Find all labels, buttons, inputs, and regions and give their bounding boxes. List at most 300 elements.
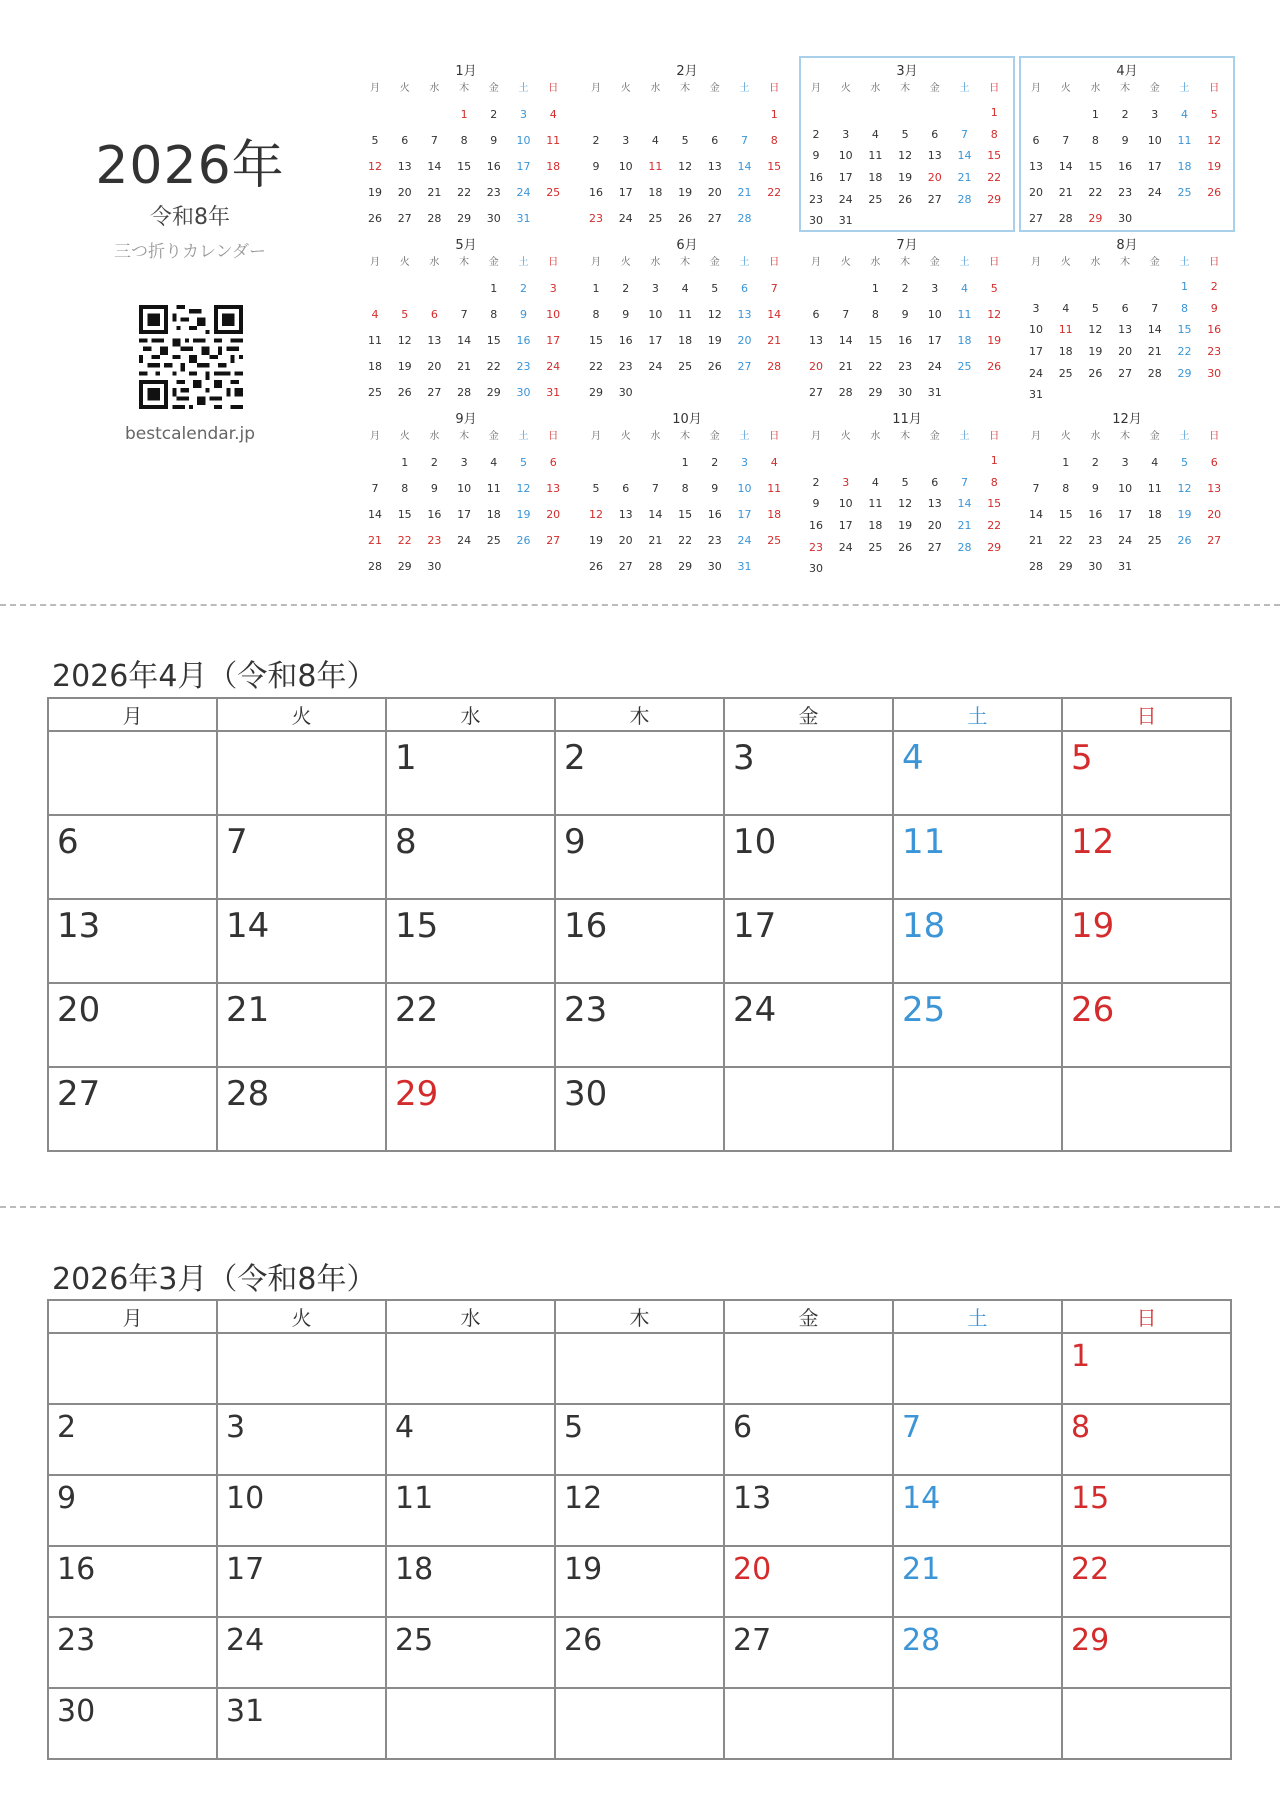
day-cell [555, 731, 724, 815]
day-cell [1062, 1475, 1231, 1546]
mini-month-title: 8月 [1116, 238, 1138, 253]
mini-day: 17 [516, 160, 531, 173]
mini-day: 16 [809, 518, 823, 532]
mini-day: 12 [678, 160, 693, 173]
day-cell [893, 1617, 1062, 1688]
week-row [48, 1546, 1231, 1617]
mini-day: 13 [1029, 160, 1043, 173]
mini-day: 12 [1088, 323, 1103, 337]
mini-day: 19 [589, 534, 603, 547]
day-number: 30 [564, 1074, 608, 1114]
mini-day: 25 [486, 534, 501, 547]
day-cell [555, 1475, 724, 1546]
day-cell [1062, 899, 1231, 983]
mini-day: 27 [1029, 212, 1043, 225]
mini-weekday: 水 [650, 83, 661, 94]
day-cell [217, 1475, 386, 1546]
mini-month-title: 6月 [676, 238, 698, 253]
mini-weekday: 日 [548, 257, 559, 268]
mini-weekday: 水 [650, 257, 661, 268]
mini-day: 7 [1151, 301, 1159, 315]
day-number: 9 [564, 822, 586, 862]
mini-day: 1 [990, 105, 998, 119]
mini-day: 14 [648, 508, 663, 521]
day-cell [893, 899, 1062, 983]
mini-day: 31 [1118, 560, 1133, 573]
mini-day: 25 [1147, 534, 1162, 547]
mini-day: 16 [618, 334, 633, 347]
weekday-header: 木 [555, 1300, 724, 1333]
mini-weekday: 火 [840, 257, 851, 268]
mini-day: 21 [838, 360, 853, 373]
mini-day: 15 [868, 334, 883, 347]
mini-day: 19 [1088, 344, 1103, 358]
mini-weekday: 木 [680, 431, 691, 442]
mini-day: 16 [427, 508, 442, 521]
day-number: 21 [226, 990, 270, 1030]
day-number: 2 [564, 738, 586, 778]
mini-weekday: 火 [399, 431, 410, 442]
mini-day: 2 [1210, 279, 1218, 293]
mini-day: 14 [1058, 160, 1073, 173]
mini-day: 18 [368, 360, 382, 373]
mini-day: 1 [490, 282, 498, 295]
mini-day: 4 [371, 308, 379, 321]
mini-day: 25 [868, 540, 883, 554]
day-number: 31 [226, 1694, 265, 1729]
mini-weekday: 水 [429, 83, 440, 94]
day-cell [555, 983, 724, 1067]
mini-day: 21 [1029, 534, 1043, 547]
day-cell [386, 1404, 555, 1475]
mini-day: 24 [457, 534, 472, 547]
day-cell [893, 1404, 1062, 1475]
mini-day: 31 [838, 214, 853, 228]
mini-day: 29 [1177, 366, 1192, 380]
mini-weekday: 日 [989, 83, 1000, 94]
mini-day: 22 [486, 360, 501, 373]
era-label: 令和8年 [150, 205, 230, 230]
mini-day: 1 [990, 453, 998, 467]
mini-day: 26 [707, 360, 722, 373]
mini-day: 27 [427, 386, 442, 399]
mini-day: 27 [1118, 366, 1133, 380]
mini-day: 18 [868, 518, 883, 532]
mini-day: 6 [931, 127, 939, 141]
mini-weekday: 金 [488, 431, 499, 442]
mini-weekday: 土 [739, 431, 750, 442]
mini-day: 15 [678, 508, 693, 521]
mini-day: 5 [711, 282, 719, 295]
mini-day: 28 [1147, 366, 1162, 380]
day-cell [217, 1546, 386, 1617]
day-number: 23 [57, 1623, 96, 1658]
mini-weekday: 金 [1149, 83, 1160, 94]
day-number: 10 [226, 1481, 265, 1516]
mini-weekday: 火 [840, 83, 851, 94]
mini-day: 15 [987, 497, 1002, 511]
mini-day: 23 [618, 360, 633, 373]
mini-month-7 [801, 232, 1013, 404]
week-row [48, 815, 1231, 899]
mini-day: 10 [1118, 482, 1133, 495]
mini-day: 14 [737, 160, 752, 173]
mini-day: 30 [809, 214, 823, 228]
mini-day: 29 [987, 192, 1002, 206]
mini-day: 14 [427, 160, 442, 173]
mini-day: 11 [368, 334, 382, 347]
mini-weekday: 月 [370, 257, 380, 268]
mini-day: 15 [987, 149, 1002, 163]
weekday-header: 日 [1062, 1300, 1231, 1333]
mini-month-title: 7月 [896, 238, 918, 253]
mini-day: 22 [1058, 534, 1073, 547]
march-calendar [47, 1299, 1232, 1760]
mini-month-5 [360, 232, 572, 404]
mini-day: 25 [546, 186, 561, 199]
mini-day: 15 [457, 160, 472, 173]
day-cell [1062, 1617, 1231, 1688]
mini-day: 21 [957, 170, 972, 184]
mini-day: 5 [681, 134, 689, 147]
mini-day: 28 [1029, 560, 1043, 573]
mini-day: 9 [812, 497, 820, 511]
mini-day: 30 [1118, 212, 1133, 225]
mini-day: 4 [961, 282, 968, 295]
mini-day: 7 [1032, 482, 1040, 495]
mini-day: 17 [648, 334, 663, 347]
mini-day: 2 [711, 456, 719, 469]
mini-day: 20 [1207, 508, 1222, 521]
day-cell [1062, 1688, 1231, 1759]
mini-day: 19 [898, 518, 913, 532]
mini-day: 23 [707, 534, 722, 547]
mini-day: 22 [868, 360, 883, 373]
day-cell [1062, 1067, 1231, 1151]
mini-day: 4 [770, 456, 778, 469]
mini-day: 7 [842, 308, 850, 321]
day-cell [724, 899, 893, 983]
day-number: 1 [395, 738, 417, 778]
mini-weekday: 土 [1179, 431, 1190, 442]
day-cell [48, 1333, 217, 1404]
day-number: 11 [395, 1481, 434, 1516]
day-cell [1062, 1333, 1231, 1404]
week-row [48, 1404, 1231, 1475]
mini-weekday: 月 [370, 83, 380, 94]
mini-weekday: 金 [1149, 431, 1160, 442]
mini-day: 15 [767, 160, 782, 173]
mini-day: 11 [868, 497, 883, 511]
year-title: 2026年 [95, 136, 285, 196]
website-link[interactable]: bestcalendar.jp [124, 424, 256, 444]
day-cell [724, 1067, 893, 1151]
mini-day: 14 [957, 497, 972, 511]
march-title: 2026年3月（令和8年） [52, 1262, 377, 1297]
mini-day: 10 [838, 149, 853, 163]
mini-weekday: 月 [1031, 431, 1041, 442]
mini-day: 25 [957, 360, 972, 373]
mini-day: 10 [838, 497, 853, 511]
mini-day: 26 [898, 192, 913, 206]
mini-day: 11 [678, 308, 693, 321]
mini-day: 2 [490, 108, 498, 121]
day-cell [893, 1475, 1062, 1546]
mini-day: 17 [618, 186, 633, 199]
mini-day: 20 [927, 518, 942, 532]
mini-day: 5 [401, 308, 409, 321]
mini-day: 3 [1151, 108, 1159, 121]
mini-day: 5 [1091, 301, 1099, 315]
mini-day: 3 [931, 282, 939, 295]
mini-day: 2 [901, 282, 909, 295]
mini-day: 2 [592, 134, 600, 147]
mini-day: 21 [1147, 344, 1162, 358]
mini-day: 3 [549, 282, 557, 295]
mini-day: 27 [737, 360, 752, 373]
mini-day: 2 [812, 127, 820, 141]
mini-day: 25 [767, 534, 782, 547]
day-number: 5 [564, 1410, 584, 1445]
mini-day: 16 [486, 160, 501, 173]
mini-day: 20 [618, 534, 633, 547]
mini-day: 29 [1058, 560, 1073, 573]
day-cell [555, 1333, 724, 1404]
calendar-subtitle: 三つ折りカレンダー [114, 242, 266, 262]
mini-day: 13 [809, 334, 823, 347]
mini-day: 3 [651, 282, 659, 295]
day-number: 11 [902, 822, 946, 862]
mini-day: 4 [1151, 456, 1159, 469]
mini-day: 22 [589, 360, 603, 373]
day-number: 26 [564, 1623, 603, 1658]
mini-month-4 [1021, 58, 1233, 230]
day-cell [724, 1475, 893, 1546]
mini-day: 6 [741, 282, 748, 295]
mini-weekday: 月 [811, 83, 821, 94]
mini-day: 3 [741, 456, 748, 469]
mini-day: 28 [427, 212, 442, 225]
mini-day: 9 [711, 482, 719, 495]
mini-weekday: 月 [370, 431, 380, 442]
mini-day: 28 [368, 560, 382, 573]
mini-month-title: 9月 [455, 412, 477, 427]
mini-day: 1 [1181, 279, 1188, 293]
mini-day: 20 [707, 186, 722, 199]
mini-weekday: 土 [739, 83, 750, 94]
mini-day: 1 [770, 108, 778, 121]
mini-day: 17 [838, 170, 853, 184]
mini-day: 12 [397, 334, 412, 347]
mini-day: 24 [1147, 186, 1162, 199]
mini-day: 10 [648, 308, 663, 321]
mini-month-title: 4月 [1116, 64, 1138, 79]
day-number: 18 [902, 906, 946, 946]
weekday-header: 水 [386, 698, 555, 731]
mini-day: 15 [1177, 323, 1192, 337]
mini-weekday: 土 [959, 431, 970, 442]
mini-weekday: 水 [870, 257, 881, 268]
mini-day: 26 [678, 212, 693, 225]
day-number: 4 [902, 738, 924, 778]
weekday-header: 月 [48, 698, 217, 731]
day-cell [724, 815, 893, 899]
mini-day: 19 [987, 334, 1002, 347]
weekday-header: 火 [217, 698, 386, 731]
day-number: 29 [1071, 1623, 1110, 1658]
mini-day: 13 [397, 160, 412, 173]
mini-day: 18 [546, 160, 561, 173]
week-row [48, 731, 1231, 815]
mini-day: 1 [1062, 456, 1070, 469]
mini-day: 10 [1147, 134, 1162, 147]
mini-day: 18 [678, 334, 693, 347]
mini-day: 13 [618, 508, 633, 521]
day-number: 20 [57, 990, 101, 1030]
mini-day: 22 [987, 518, 1002, 532]
mini-day: 29 [868, 386, 883, 399]
mini-weekday: 土 [739, 257, 750, 268]
mini-day: 24 [516, 186, 531, 199]
mini-day: 19 [898, 170, 913, 184]
mini-weekday: 水 [870, 431, 881, 442]
mini-day: 11 [648, 160, 663, 173]
mini-weekday: 金 [929, 83, 940, 94]
mini-weekday: 日 [769, 83, 780, 94]
mini-day: 10 [457, 482, 472, 495]
mini-day: 13 [737, 308, 752, 321]
day-number: 8 [395, 822, 417, 862]
day-cell [386, 1333, 555, 1404]
mini-day: 24 [927, 360, 942, 373]
mini-day: 16 [1207, 323, 1222, 337]
day-cell [555, 1617, 724, 1688]
day-number: 22 [1071, 1552, 1110, 1587]
day-cell [217, 731, 386, 815]
mini-day: 12 [987, 308, 1002, 321]
mini-day: 21 [457, 360, 472, 373]
mini-day: 19 [1207, 160, 1222, 173]
mini-day: 18 [957, 334, 972, 347]
mini-day: 9 [520, 308, 527, 321]
mini-weekday: 火 [399, 257, 410, 268]
day-number: 9 [57, 1481, 77, 1516]
mini-weekday: 水 [429, 257, 440, 268]
mini-weekday: 月 [811, 431, 821, 442]
mini-day: 1 [460, 108, 468, 121]
day-number: 16 [57, 1552, 96, 1587]
day-number: 25 [902, 990, 946, 1030]
day-number: 22 [395, 990, 439, 1030]
day-cell [555, 815, 724, 899]
mini-day: 6 [1121, 301, 1129, 315]
mini-day: 23 [1088, 534, 1103, 547]
mini-day: 30 [1207, 366, 1222, 380]
day-number: 2 [57, 1410, 77, 1445]
day-number: 12 [1071, 822, 1115, 862]
mini-weekday: 水 [429, 431, 440, 442]
mini-day: 5 [520, 456, 527, 469]
day-number: 29 [395, 1074, 439, 1114]
mini-weekday: 日 [989, 257, 1000, 268]
day-number: 14 [226, 906, 270, 946]
mini-day: 30 [809, 562, 823, 576]
mini-day: 22 [987, 170, 1002, 184]
day-number: 8 [1071, 1410, 1091, 1445]
mini-day: 12 [707, 308, 722, 321]
day-cell [386, 983, 555, 1067]
week-row [48, 1475, 1231, 1546]
mini-day: 2 [520, 282, 527, 295]
mini-day: 16 [898, 334, 913, 347]
qr-code-icon[interactable] [139, 305, 243, 409]
mini-day: 9 [812, 149, 820, 163]
mini-day: 20 [737, 334, 752, 347]
mini-day: 12 [1177, 482, 1192, 495]
mini-day: 18 [767, 508, 782, 521]
mini-day: 17 [927, 334, 942, 347]
day-cell [217, 1333, 386, 1404]
day-number: 21 [902, 1552, 941, 1587]
mini-weekday: 火 [620, 257, 631, 268]
mini-day: 6 [430, 308, 438, 321]
mini-day: 30 [707, 560, 722, 573]
mini-day: 6 [549, 456, 557, 469]
mini-day: 31 [927, 386, 942, 399]
mini-day: 14 [1029, 508, 1043, 521]
mini-day: 23 [427, 534, 442, 547]
mini-day: 22 [1088, 186, 1103, 199]
mini-day: 17 [546, 334, 561, 347]
mini-weekday: 木 [900, 257, 911, 268]
mini-day: 3 [1121, 456, 1129, 469]
day-cell [1062, 1546, 1231, 1617]
mini-day: 31 [1029, 388, 1043, 402]
mini-day: 29 [457, 212, 472, 225]
mini-month-12 [1021, 406, 1233, 578]
day-cell [48, 815, 217, 899]
day-cell [48, 1404, 217, 1475]
week-row [48, 1067, 1231, 1151]
mini-month-title: 1月 [455, 64, 477, 79]
weekday-header-row [48, 698, 1231, 731]
mini-day: 27 [927, 192, 942, 206]
day-cell [555, 1067, 724, 1151]
mini-day: 26 [589, 560, 603, 573]
day-number: 10 [733, 822, 777, 862]
day-cell [555, 1404, 724, 1475]
mini-day: 24 [838, 540, 853, 554]
day-number: 19 [564, 1552, 603, 1587]
mini-day: 16 [1118, 160, 1133, 173]
mini-day: 19 [1177, 508, 1192, 521]
mini-day: 3 [520, 108, 527, 121]
mini-month-8 [1021, 232, 1233, 404]
mini-day: 30 [898, 386, 913, 399]
day-number: 13 [57, 906, 101, 946]
mini-day: 13 [546, 482, 561, 495]
mini-day: 27 [618, 560, 633, 573]
mini-day: 8 [990, 127, 998, 141]
mini-day: 24 [1118, 534, 1133, 547]
mini-day: 23 [516, 360, 531, 373]
day-cell [386, 731, 555, 815]
mini-weekday: 日 [1209, 257, 1220, 268]
mini-weekday: 火 [1060, 257, 1071, 268]
mini-weekday: 土 [959, 83, 970, 94]
day-cell [386, 1067, 555, 1151]
mini-day: 19 [707, 334, 722, 347]
